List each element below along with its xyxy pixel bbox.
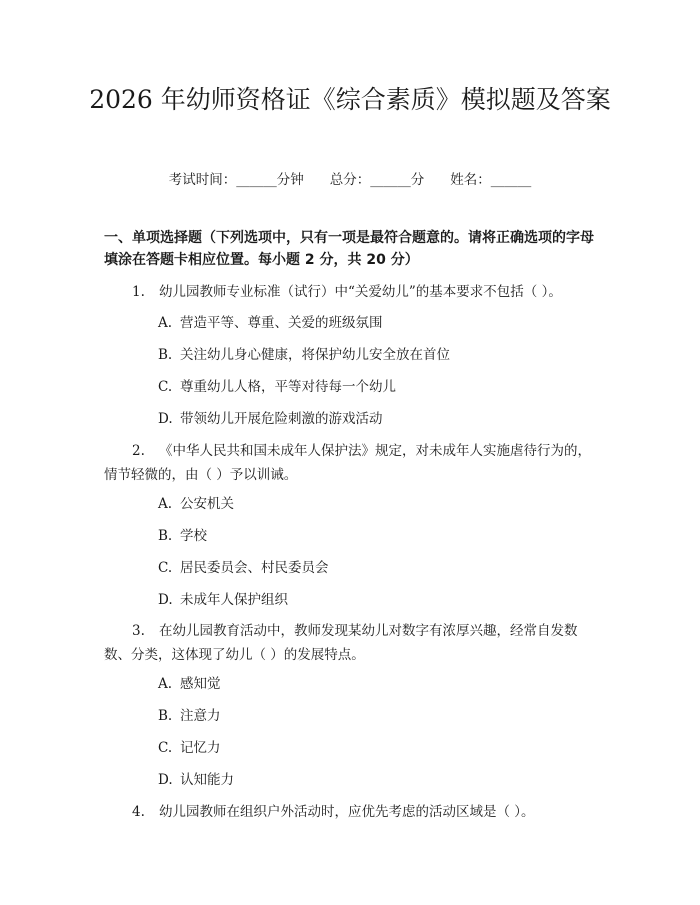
option-2c: [158, 558, 329, 578]
question-number: 4.: [132, 804, 145, 820]
question-text: 幼儿园教师专业标准（试行）中“关爱幼儿”的基本要求不包括（ ）。: [159, 284, 562, 300]
option-3b: [158, 706, 221, 726]
option-2b: [158, 526, 207, 546]
option-text: 关注幼儿身心健康，将保护幼儿安全放在首位: [180, 347, 450, 363]
option-text: 居民委员会、村民委员会: [180, 560, 329, 576]
option-1a: [158, 313, 383, 333]
question-number: 1.: [132, 284, 145, 300]
option-letter: B.: [158, 528, 173, 544]
option-1b: [158, 345, 450, 365]
option-letter: D.: [158, 592, 173, 608]
option-letter: A.: [158, 496, 173, 512]
question-text: 在幼儿园教育活动中，教师发现某幼儿对数字有浓厚兴趣，经常自发数数、分类，这体现了幼儿（ ）的发展特点。: [104, 623, 578, 663]
exam-meta: [0, 168, 700, 188]
question-2: [104, 439, 604, 487]
option-letter: D.: [158, 772, 173, 788]
option-1c: [158, 377, 396, 397]
option-text: 注意力: [180, 708, 221, 724]
question-number: 2.: [132, 443, 145, 459]
option-text: 记忆力: [180, 740, 221, 756]
exam-time-label: 考试时间：______分钟: [168, 172, 304, 188]
question-text: 《中华人民共和国未成年人保护法》规定，对未成年人实施虐待行为的，情节轻微的，由（ ）予以训诫。: [104, 443, 591, 483]
option-letter: D.: [158, 411, 173, 427]
option-text: 学校: [180, 528, 207, 544]
document-title: 2026 年幼师资格证《综合素质》模拟题及答案: [89, 85, 611, 114]
option-text: 尊重幼儿人格，平等对待每一个幼儿: [180, 379, 396, 395]
option-letter: C.: [158, 379, 173, 395]
option-2a: [158, 494, 234, 514]
option-letter: A.: [158, 315, 173, 331]
question-4: [104, 800, 604, 824]
section-heading: 一、单项选择题（下列选项中，只有一项是最符合题意的。请将正确选项的字母填涂在答题卡相应位置。每小题 2 分，共 20 分）: [104, 230, 594, 268]
option-letter: B.: [158, 347, 173, 363]
option-2d: [158, 590, 288, 610]
question-number: 3.: [132, 623, 145, 639]
option-letter: C.: [158, 560, 173, 576]
option-text: 带领幼儿开展危险刺激的游戏活动: [180, 411, 383, 427]
option-text: 营造平等、尊重、关爱的班级氛围: [180, 315, 383, 331]
option-text: 公安机关: [180, 496, 234, 512]
question-3: [104, 619, 604, 667]
option-text: 未成年人保护组织: [180, 592, 288, 608]
question-1: [104, 280, 604, 304]
option-letter: C.: [158, 740, 173, 756]
option-letter: A.: [158, 676, 173, 692]
option-text: 感知觉: [180, 676, 221, 692]
option-3c: [158, 738, 221, 758]
total-score-label: 总分：______分: [329, 172, 425, 188]
option-1d: [158, 409, 383, 429]
student-name-label: 姓名：______: [450, 172, 532, 188]
option-letter: B.: [158, 708, 173, 724]
option-3d: [158, 770, 234, 790]
option-3a: [158, 674, 221, 694]
option-text: 认知能力: [180, 772, 234, 788]
question-text: 幼儿园教师在组织户外活动时，应优先考虑的活动区域是（ ）。: [159, 804, 535, 820]
